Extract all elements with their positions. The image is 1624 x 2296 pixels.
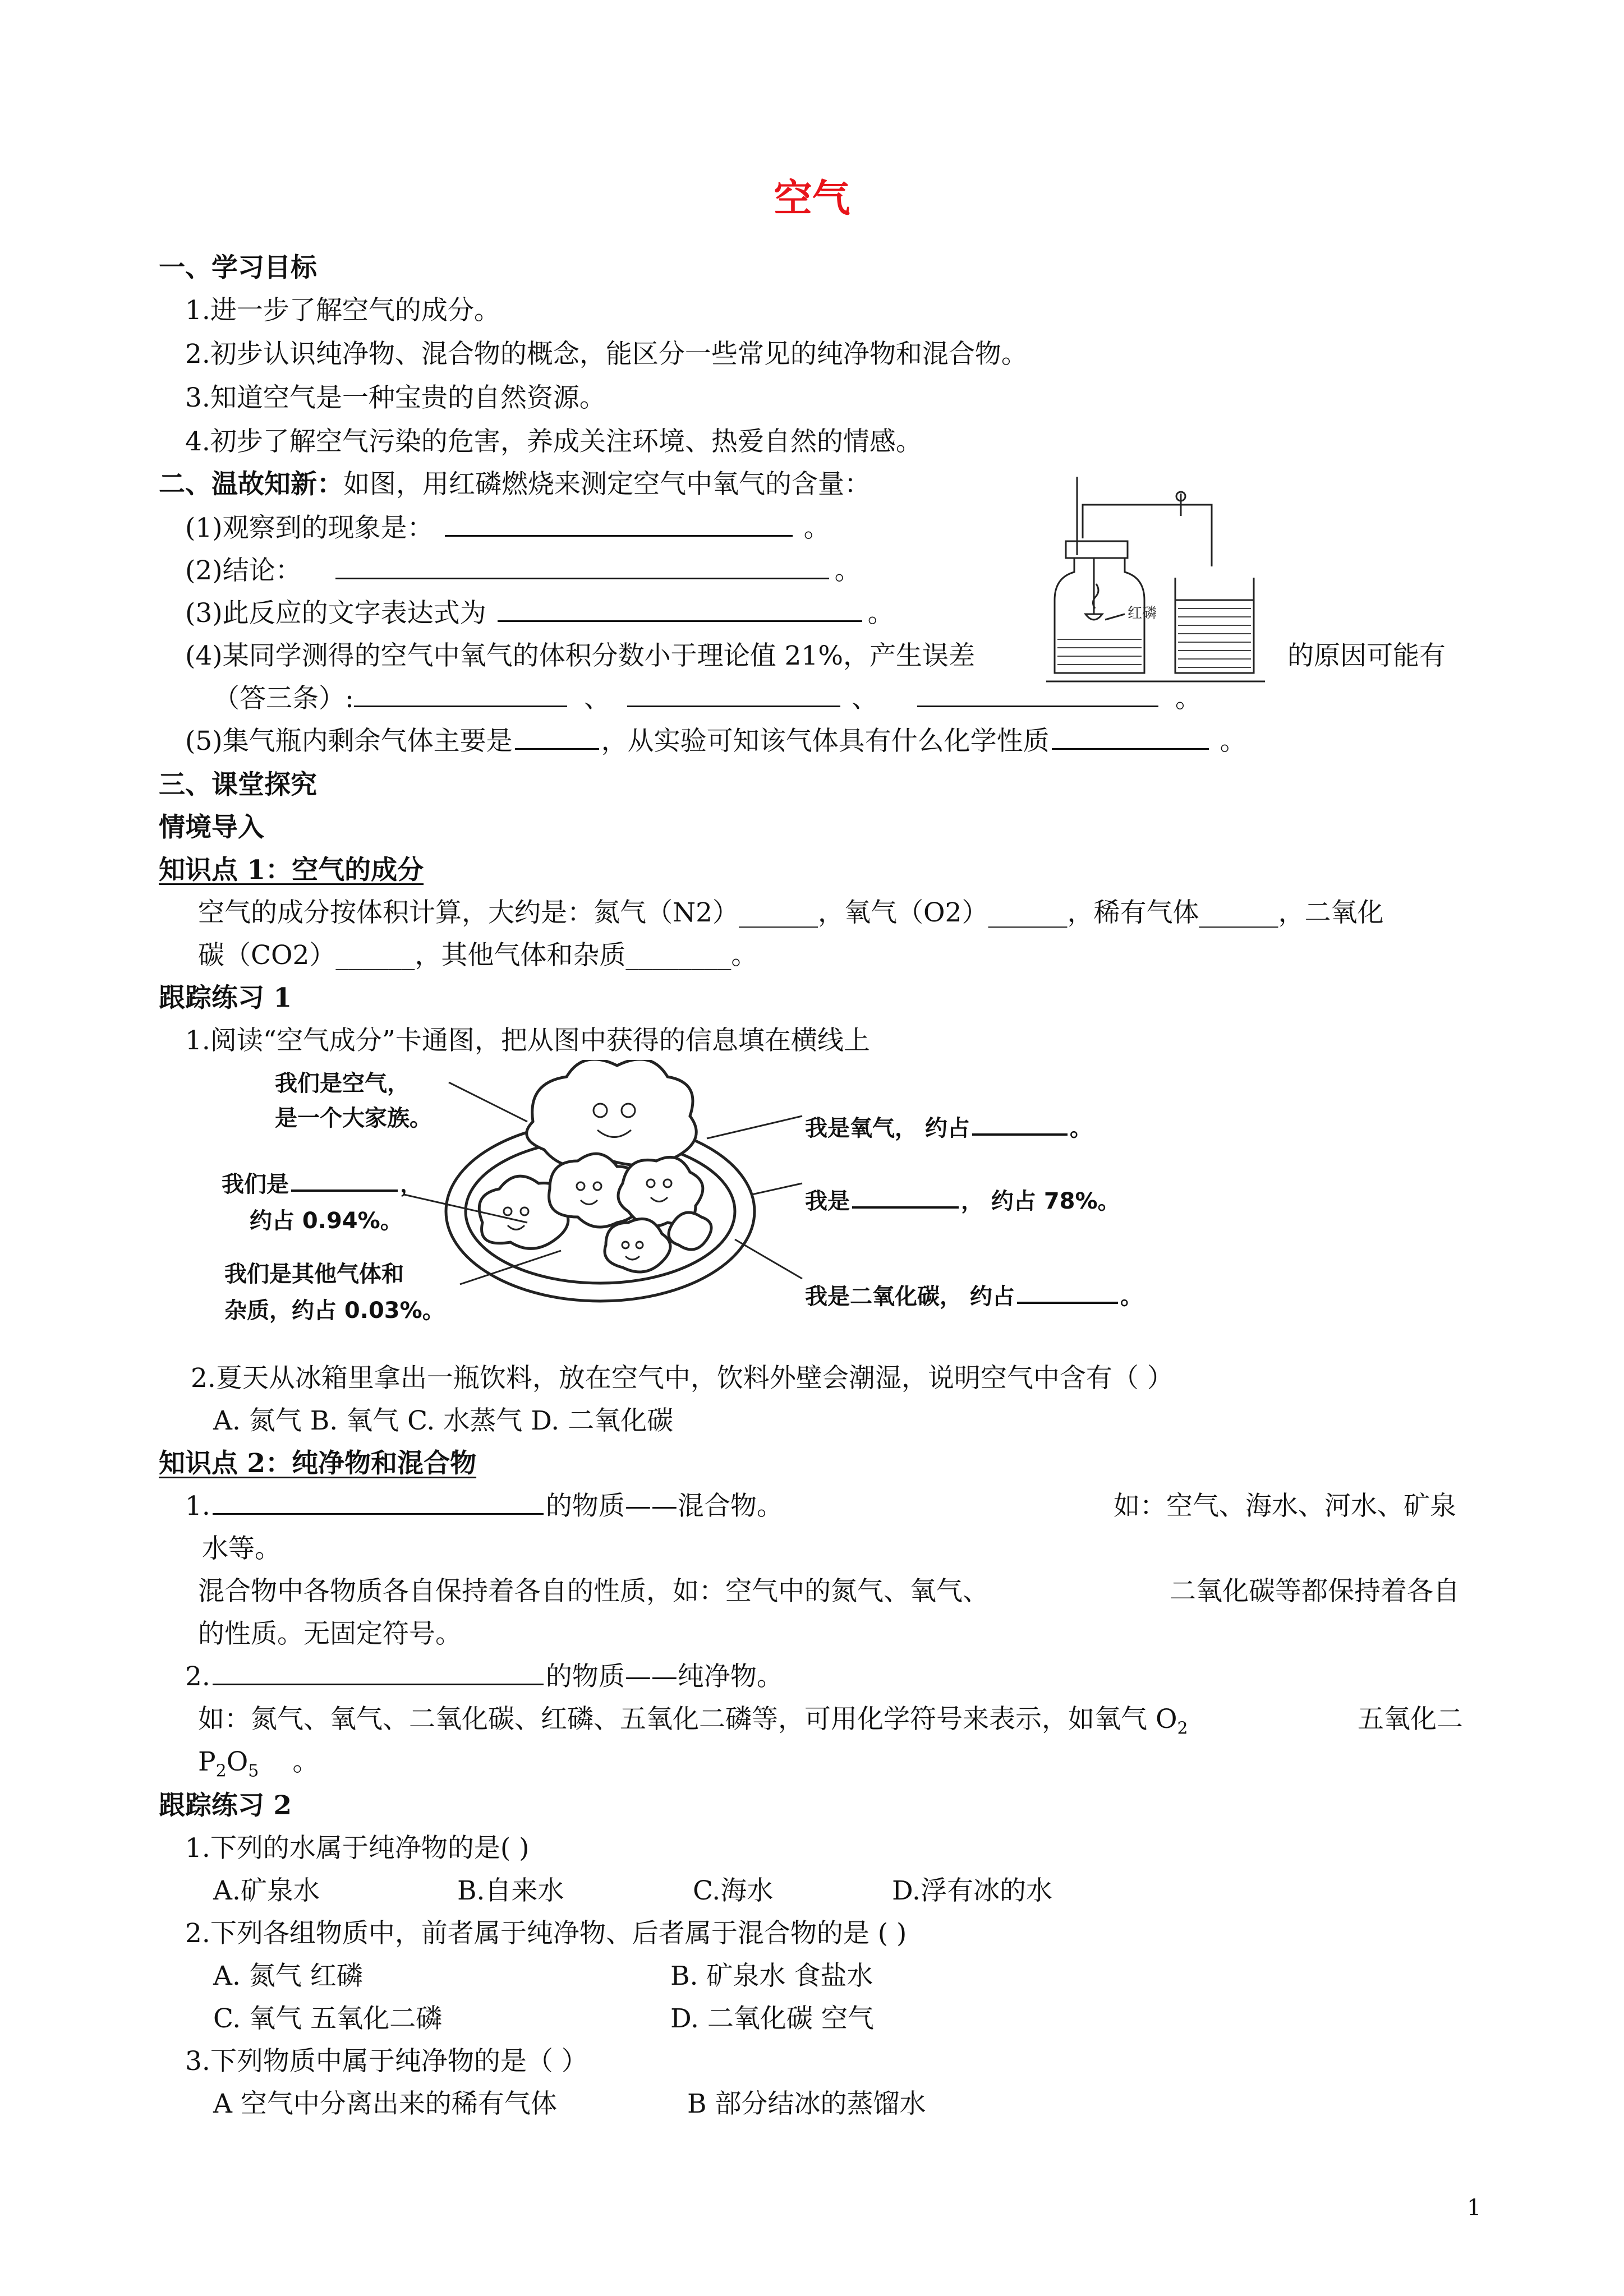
kp2-pure-examples: 如：氮气、氧气、二氧化碳、红磷、五氧化二磷等，可用化学符号来表示，如氧气 $O_2$ <box>198 1704 1188 1739</box>
ex2-q2-option-b: B. 矿泉水 食盐水 <box>670 1961 873 1991</box>
cartoon-nitrogen: 我是 ， 约占 78%。 <box>805 1183 1120 1215</box>
review-question-4b: 的原因可能有 <box>1287 640 1446 671</box>
cartoon-noble-gas: 我们是 ， <box>222 1167 422 1198</box>
answer-blank[interactable] <box>213 1662 544 1685</box>
kp2-mixture-desc-a: 混合物中各物质各自保持着各自的性质，如：空气中的氮气、氧气、 <box>198 1576 989 1607</box>
answer-blank[interactable] <box>291 1168 398 1192</box>
objective-item-1: 1.进一步了解空气的成分。 <box>185 295 500 326</box>
kp2-mixture-desc-c: 的性质。无固定符号。 <box>198 1619 462 1649</box>
answer-blank[interactable] <box>972 1112 1068 1136</box>
answer-blank[interactable] <box>515 727 599 750</box>
kp1-line-1: 空气的成分按体积计算，大约是：氮气（N2）______，氧气（O2）______，稀有气体______，二氧化 <box>198 897 1384 928</box>
ex2-q2-option-a: A. 氮气 红磷 <box>213 1961 363 1991</box>
review-question-4a: (4)某同学测得的空气中氧气的体积分数小于理论值 21%，产生误差 <box>185 640 975 671</box>
knowledge-point-1-heading: 知识点 1：空气的成分 <box>159 855 424 886</box>
kp1-line-2: 碳（CO2）______，其他气体和杂质________。 <box>198 940 758 971</box>
section-heading-objectives: 一、学习目标 <box>159 252 317 283</box>
review-intro-text: 如图，用红磷燃烧来测定空气中氧气的含量： <box>343 469 871 500</box>
red-phosphorus-apparatus-figure <box>1043 471 1268 690</box>
ex2-q1-option-b: B.自来水 <box>457 1875 564 1906</box>
exercise-2-question-3: 3.下列物质中属于纯净物的是（ ） <box>185 2046 588 2077</box>
answer-blank[interactable] <box>213 1492 544 1515</box>
review-question-5: (5)集气瓶内剩余气体主要是 ，从实验可知该气体具有什么化学性质 。 <box>185 726 1246 757</box>
red-phosphorus-label: 红磷 <box>1128 605 1157 622</box>
exercise-2-heading: 跟踪练习 2 <box>159 1790 292 1821</box>
cartoon-other-gases-line-1: 我们是其他气体和 <box>224 1261 404 1287</box>
exercise-1-heading: 跟踪练习 1 <box>159 983 292 1013</box>
review-question-3: (3)此反应的文字表达式为 。 <box>185 598 894 629</box>
review-question-2: (2)结论： 。 <box>185 555 861 586</box>
review-question-4c: （答三条）: 、 、 。 <box>213 683 1202 714</box>
page-number: 1 <box>1467 2195 1482 2221</box>
cartoon-noble-gas-percent: 约占 0.94%。 <box>250 1208 403 1234</box>
answer-blank[interactable] <box>852 1185 959 1209</box>
kp2-p2o5-formula: $P_2O_5$ 。 <box>198 1746 319 1781</box>
cartoon-family-line-1: 我们是空气， <box>275 1071 410 1096</box>
scenario-heading: 情境导入 <box>159 812 264 843</box>
review-intro-line <box>159 463 871 501</box>
objective-item-2: 2.初步认识纯净物、混合物的概念，能区分一些常见的纯净物和混合物。 <box>185 339 1028 370</box>
exercise-1-question-2: 2.夏天从冰箱里拿出一瓶饮料，放在空气中，饮料外壁会潮湿，说明空气中含有（ ） <box>191 1363 1174 1394</box>
kp2-mixture-desc-b: 二氧化碳等都保持着各自 <box>1170 1576 1460 1607</box>
answer-blank[interactable] <box>498 599 862 622</box>
exercise-2-question-2: 2.下列各组物质中，前者属于纯净物、后者属于混合物的是 ( ) <box>185 1918 907 1949</box>
review-question-1: (1)观察到的现象是： 。 <box>185 513 830 543</box>
answer-blank[interactable] <box>445 514 793 537</box>
objective-item-4: 4.初步了解空气污染的危害，养成关注环境、热爱自然的情感。 <box>185 426 922 457</box>
exercise-1-question-2-options: A. 氮气 B. 氧气 C. 水蒸气 D. 二氧化碳 <box>213 1405 674 1436</box>
section-heading-review: 二、温故知新： <box>159 469 343 500</box>
kp2-item-1-examples-cont: 水等。 <box>202 1533 281 1564</box>
cartoon-co2: 我是二氧化碳， 约占 。 <box>805 1279 1143 1311</box>
exercise-1-question-1: 1.阅读“空气成分”卡通图，把从图中获得的信息填在横线上 <box>185 1025 870 1056</box>
answer-blank[interactable] <box>354 684 567 707</box>
answer-blank[interactable] <box>1017 1280 1118 1304</box>
section-heading-explore: 三、课堂探究 <box>159 769 317 800</box>
kp2-item-1: 1. 的物质——混合物。 <box>185 1491 783 1522</box>
ex2-q2-option-c: C. 氧气 五氧化二磷 <box>213 2003 443 2034</box>
knowledge-point-2-heading: 知识点 2：纯净物和混合物 <box>159 1448 477 1479</box>
kp2-item-1-examples: 如：空气、海水、河水、矿泉 <box>1114 1491 1456 1522</box>
cartoon-oxygen: 我是氧气， 约占 。 <box>805 1110 1092 1142</box>
ex2-q1-option-c: C.海水 <box>693 1875 774 1906</box>
answer-blank[interactable] <box>1052 727 1209 750</box>
answer-blank[interactable] <box>627 684 840 707</box>
ex2-q3-option-b: B 部分结冰的蒸馏水 <box>687 2088 926 2119</box>
ex2-q1-option-a: A.矿泉水 <box>213 1875 320 1906</box>
exercise-2-question-1: 1.下列的水属于纯净物的是( ) <box>185 1833 530 1864</box>
answer-blank[interactable] <box>335 556 829 579</box>
kp2-pure-examples-end: 五氧化二 <box>1358 1704 1463 1735</box>
objective-item-3: 3.知道空气是一种宝贵的自然资源。 <box>185 382 606 413</box>
cartoon-family-line-2: 是一个大家族。 <box>275 1105 432 1131</box>
cartoon-other-gases-line-2: 杂质，约占 0.03%。 <box>224 1298 445 1324</box>
ex2-q3-option-a: A 空气中分离出来的稀有气体 <box>213 2088 557 2119</box>
page-title: 空气 <box>774 176 850 221</box>
ex2-q1-option-d: D.浮有冰的水 <box>892 1875 1052 1906</box>
ex2-q2-option-d: D. 二氧化碳 空气 <box>670 2003 874 2034</box>
kp2-item-2: 2. 的物质——纯净物。 <box>185 1661 783 1692</box>
